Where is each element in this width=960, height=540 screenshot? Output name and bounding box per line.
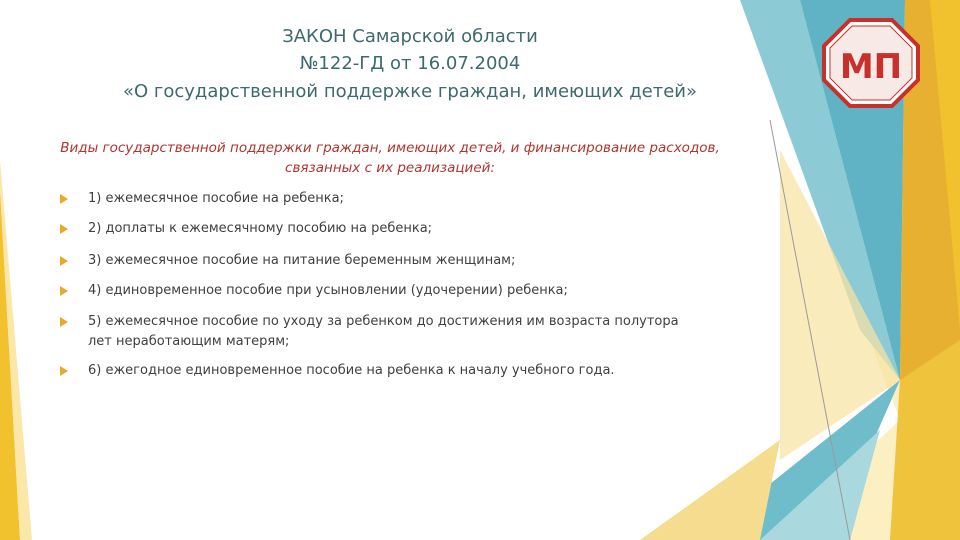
list-item-text: 1) ежемесячное пособие на ребенка; bbox=[88, 191, 344, 206]
bullet-arrow-icon bbox=[60, 366, 68, 376]
list-item-text: 5) ежемесячное пособие по уходу за ребенком до достижения им возраста полутора лет неработающим матерям; bbox=[88, 314, 679, 349]
mp-logo bbox=[822, 18, 920, 108]
bullet-arrow-icon bbox=[60, 224, 68, 234]
bullet-arrow-icon bbox=[60, 194, 68, 204]
list-item bbox=[60, 251, 700, 271]
list-item-text: 3) ежемесячное пособие на питание беременным женщинам; bbox=[88, 253, 516, 268]
list-item-text: 4) единовременное пособие при усыновлении (удочерении) ребенка; bbox=[88, 283, 568, 298]
section-subtitle: Виды государственной поддержки граждан, имеющих детей, и финансирование расходов, связанных с их реализацией: bbox=[60, 140, 720, 176]
title-line-1: ЗАКОН Самарской области bbox=[282, 26, 538, 47]
bottom-light-shard bbox=[640, 440, 780, 540]
list-item bbox=[60, 281, 700, 301]
list-item-text: 6) ежегодное единовременное пособие на ребенка к началу учебного года. bbox=[88, 363, 615, 378]
title-line-3: «О государственной поддержке граждан, имеющих детей» bbox=[122, 81, 698, 102]
bullet-arrow-icon bbox=[60, 256, 68, 266]
title-line-2: №122-ГД от 16.07.2004 bbox=[299, 53, 521, 74]
list-item bbox=[60, 312, 700, 352]
list-item bbox=[60, 361, 700, 381]
bullet-arrow-icon bbox=[60, 317, 68, 327]
list-item bbox=[60, 219, 700, 239]
logo-letters: МП bbox=[839, 47, 903, 87]
list-item-text: 2) доплаты к ежемесячному пособию на ребенка; bbox=[88, 221, 433, 236]
bullet-arrow-icon bbox=[60, 286, 68, 296]
list-item bbox=[60, 189, 700, 209]
